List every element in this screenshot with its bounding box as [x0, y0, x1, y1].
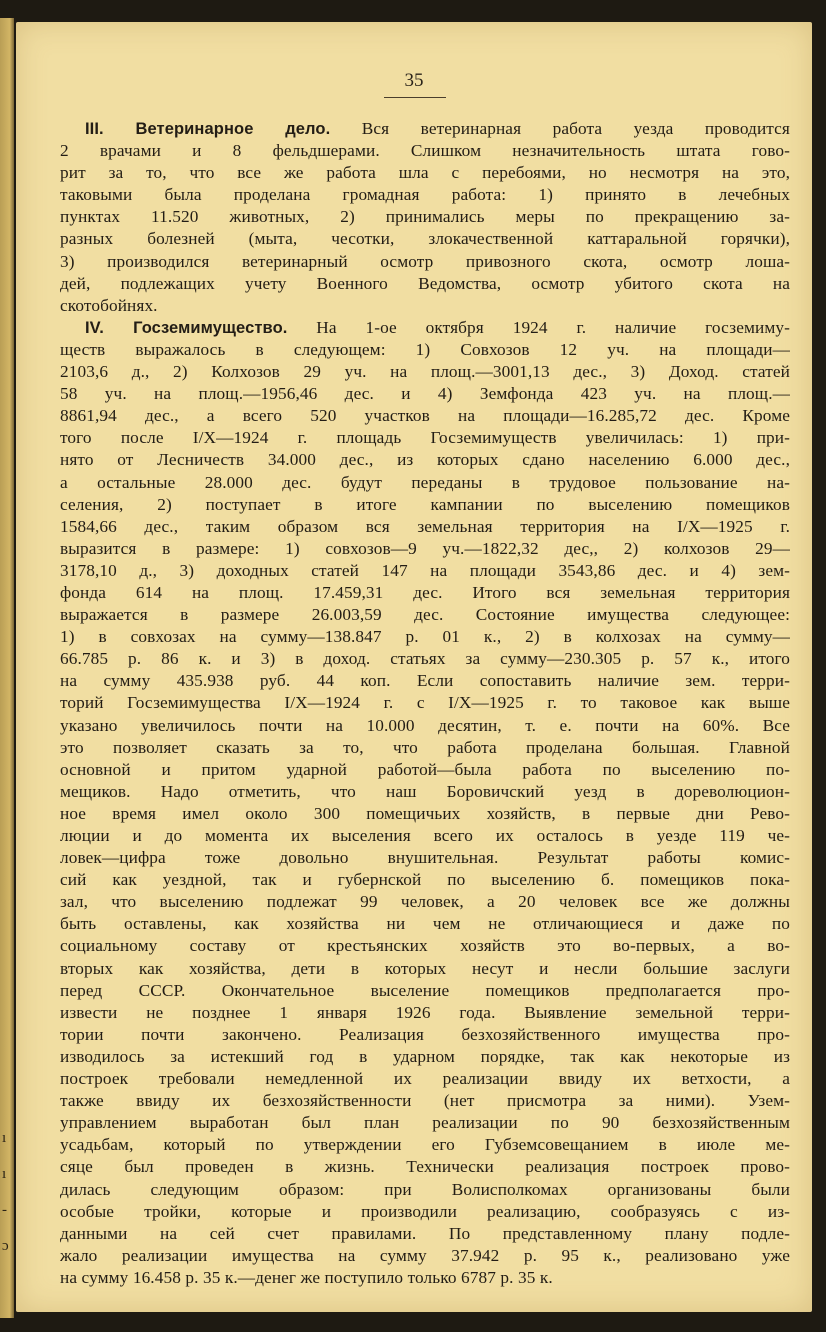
text-line: разных болезней (мыта, чесотки, злокачественной каттаральной горячки), [60, 229, 790, 249]
text-line: изводилось за истекший год в ударном порядке, так как некоторые из [60, 1046, 790, 1066]
text-line: пунктах 11.520 животных, 2) принимались меры по прекращению за- [60, 207, 790, 227]
text-line: 3) производился ветеринарный осмотр привозного скота, осмотр лоша- [60, 251, 790, 271]
edge-mark: ɔ [2, 1238, 9, 1254]
text-line: указано увеличилось почти на 10.000 десятин, т. е. почти на 60%. Все [60, 715, 790, 735]
text-line: также ввиду их безхозяйственности (нет присмотра за ними). Узем- [60, 1091, 790, 1111]
text-line: скотобойнях. [60, 295, 158, 315]
text-line: социальному составу от крестьянских хозяйств это во-первых, а во- [60, 936, 790, 956]
text-line: перед СССР. Окончательное выселение помещиков предполагается про- [60, 980, 790, 1000]
text-line: нято от Лесничеств 34.000 дес., из которых сдано населению 6.000 дес., [60, 450, 790, 470]
text-line: тории почти закончено. Реализация безхозяйственного имущества про- [60, 1024, 790, 1044]
text-line: на сумму 16.458 р. 35 к.—денег же поступило только 6787 р. 35 к. [60, 1267, 553, 1287]
text-line: 2103,6 д., 2) Колхозов 29 уч. на площ.—3001,13 дес., 3) Доход. статей [60, 362, 790, 382]
text-line: быть оставлены, как хозяйства ни чем не отличающиеся и даже по [60, 914, 790, 934]
text-line: мещиков. Надо отметить, что наш Боровичский уезд в дореволюцион- [60, 781, 790, 801]
text-line: данными на сей счет правилами. По представленному плану подле- [60, 1223, 790, 1243]
text-line: вторых как хозяйства, дети в которых несут и несли большие заслуги [60, 958, 790, 978]
text-line: построек требовали немедленной их реализации ввиду их ветхости, а [60, 1069, 790, 1089]
text-line: дей, подлежащих учету Военного Ведомства, осмотр убитого скота на [60, 273, 790, 293]
text-line: особые тройки, которые и производили реализацию, сообразуясь с из- [60, 1201, 790, 1221]
text-line: того после I/X—1924 г. площадь Госземимуществ увеличилась: 1) при- [60, 428, 790, 448]
edge-mark: - [2, 1202, 7, 1218]
edge-mark: ı [2, 1166, 7, 1182]
section-heading: III. Ветеринарное дело. [85, 120, 331, 138]
section-first-line-text: На 1-ое октября 1924 г. наличие госземиму- [287, 317, 790, 337]
text-line: ловек—цифра тоже довольно внушительная. Результат работы комис- [60, 848, 790, 868]
text-line: сяце был проведен в жизнь. Технически реализация построек прово- [60, 1157, 790, 1177]
text-line: основной и притом ударной работой—была работа по выселению по- [60, 759, 790, 779]
section-heading: IV. Госземимущество. [85, 318, 288, 337]
text-line [60, 118, 790, 140]
text-line: а остальные 28.000 дес. будут переданы в трудовое пользование на- [60, 472, 790, 492]
text-line: управлением выработан был план реализации по 90 безхозяйственным [60, 1113, 790, 1133]
book-page [16, 22, 812, 1312]
text-line: выражается в размере 26.003,59 дес. Состояние имущества следующее: [60, 605, 790, 625]
text-line: 66.785 р. 86 к. и 3) в доход. статьях за сумму—230.305 р. 57 к., итого [60, 649, 790, 669]
text-line: на сумму 435.938 руб. 44 коп. Если сопоставить наличие зем. терри- [60, 671, 790, 691]
previous-page-edge-marks [2, 1120, 10, 1254]
text-line: люции и до момента их выселения всего их осталось в уезде 119 че- [60, 826, 790, 845]
page-number-underline [384, 97, 446, 98]
edge-mark: ı [2, 1130, 7, 1146]
text-line: извести не позднее 1 января 1926 года. Выявление земельной терри- [60, 1002, 790, 1022]
text-line: 8861,94 дес., а всего 520 участков на площади—16.285,72 дес. Кроме [60, 406, 790, 426]
text-line: 58 уч. на площ.—1956,46 дес. и 4) Земфонда 423 уч. на площ.— [60, 384, 790, 404]
text-line: 3178,10 д., 3) доходных статей 147 на площади 3543,86 дес. и 4) зем- [60, 560, 790, 580]
text-line [60, 317, 790, 339]
text-line: сий как уездной, так и губернской по выселению б. помещиков пока- [60, 870, 790, 890]
text-line: ществ выражалось в следующем: 1) Совхозов 12 уч. на площади— [60, 339, 790, 359]
text-line: ное время имел около 300 помещичьих хозяйств, в первые дни Рево- [60, 803, 790, 823]
text-line: это позволяет сказать за то, что работа проделана большая. Главной [60, 737, 790, 757]
text-line: 2 врачами и 8 фельдшерами. Слишком незначительность штата гово- [60, 141, 790, 161]
text-line: 1584,66 дес., таким образом вся земельная территория на I/X—1925 г. [60, 516, 790, 536]
text-line: фонда 614 на площ. 17.459,31 дес. Итого вся земельная территория [60, 582, 790, 602]
page-number: 35 [404, 70, 424, 91]
text-line: дилась следующим образом: при Волисполкомах организованы были [60, 1179, 790, 1199]
section-first-line-text: Вся ветеринарная работа уезда проводится [330, 119, 790, 138]
text-line: таковыми была проделана громадная работа: 1) принято в лечебных [60, 185, 790, 205]
body-text [60, 118, 790, 1289]
text-line: рит за то, что все же работа шла с перебоями, но несмотря на это, [60, 163, 790, 183]
text-line: зал, что выселению подлежат 99 человек, а 20 человек все же должны [60, 892, 790, 912]
text-line: выразится в размере: 1) совхозов—9 уч.—1822,32 дес,, 2) колхозов 29— [60, 538, 790, 558]
text-line: селения, 2) поступает в итоге кампании по выселению помещиков [60, 494, 790, 514]
text-line: усадьбам, который по утверждении его Губземсовещанием в июле ме- [60, 1135, 790, 1155]
text-line: 1) в совхозах на сумму—138.847 р. 01 к., 2) в колхозах на сумму— [60, 627, 790, 647]
text-line: торий Госземимущества I/X—1924 г. с I/X—1925 г. то таковое как выше [60, 693, 790, 713]
text-line: жало реализации имущества на сумму 37.942 р. 95 к., реализовано уже [60, 1245, 790, 1265]
